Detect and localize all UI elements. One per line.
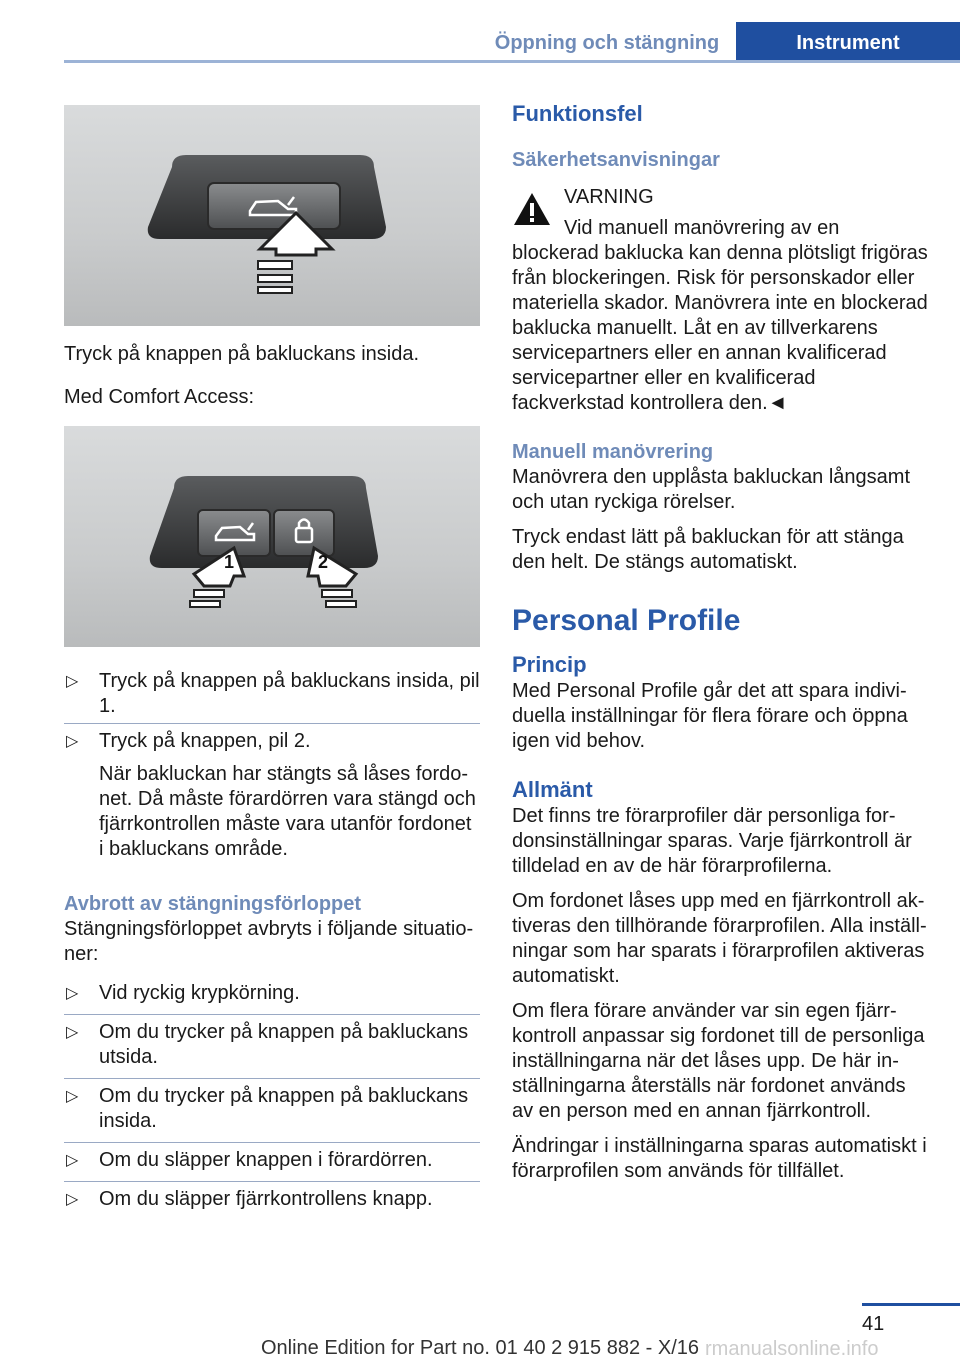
chapter-tab: Instrument [736,22,960,62]
abort-heading: Avbrott av stängningsförloppet [64,893,362,915]
comfort-access-label: Med Comfort Access: [64,386,255,408]
list-item: ▷ Om du trycker på knappen på bakluckans insida. [64,1084,480,1134]
footer-rule [862,1303,960,1306]
personal-profile-heading: Personal Profile [512,604,741,637]
funktionsfel-heading: Funktionsfel [512,101,643,126]
page-header [0,0,960,62]
manual-operation-heading: Manuell manövrering [512,441,714,463]
list-divider [64,1142,480,1143]
right-column [512,100,928,1194]
allmant-p2: Om fordonet låses upp med en fjärrkontroll aktiveras den tillhörande förarprofilen. Alla inställningar som har sparats i förarprofilen aktiveras automatiskt. [512,890,927,987]
list-item: ▷ Om du släpper fjärrkontrollens knapp. [64,1187,480,1212]
comfort-steps-list [64,669,480,862]
trunk-button-illustration [64,105,480,326]
allmant-heading: Allmänt [512,777,593,802]
watermark: rmanualsonline.info [705,1338,879,1360]
safety-heading: Säkerhetsanvisningar [512,149,720,171]
warning-title: VARNING [564,186,654,208]
princip-heading: Princip [512,652,587,677]
triangle-right-icon: ▷ [66,1152,79,1169]
triangle-right-icon: ▷ [66,1088,79,1105]
arrow-label-1: 1 [224,552,235,572]
caption-trunk-button: Tryck på knappen på bakluckans insida. [64,343,420,365]
allmant-p3: Om flera förare använder var sin egen fjärrkontroll anpassar sig fordonet till de personliga inställningarna när det låses upp. De här inställningarna återställs när fordonet används av en person med en annan fjärrkontroll. [512,1000,925,1122]
triangle-right-icon: ▷ [66,1191,79,1208]
edition-text: Online Edition for Part no. 01 40 2 915 882 - X/16 [260,1337,700,1359]
warning-block [512,185,928,210]
comfort-access-figure [64,426,480,647]
header-rule [64,60,960,63]
list-item: ▷ Om du släpper knappen i förardörren. [64,1148,480,1173]
list-item: ▷ Om du trycker på knappen på bakluckans utsida. [64,1020,480,1070]
list-item: ▷ Tryck på knappen på bakluckans insida, pil 1. [66,670,480,717]
abort-intro: Stängningsförloppet avbryts i följande situationer: [64,918,474,965]
warning-triangle-icon [512,191,552,227]
triangle-right-icon: ▷ [66,673,79,690]
triangle-right-icon: ▷ [66,985,79,1002]
section-title: Öppning och stängning [494,32,720,54]
list-divider [64,1181,480,1182]
list-item-detail: När bakluckan har stängts så låses fordonet. Då måste förardörren vara stängd och fjärrkontrollen måste vara utanför fordonet i bakluckans område. [99,763,476,860]
list-divider [64,1014,480,1015]
arrow-label-2: 2 [318,552,329,572]
list-divider [64,1078,480,1079]
list-item: ▷ Tryck på knappen, pil 2. När bakluckan har stängts så låses fordonet. Då måste förardörren vara stängd och fjärrkontrollen måste vara utanför fordonet i bakluckans område. [64,729,480,862]
princip-text: Med Personal Profile går det att spara individuella inställningar för flera förare och öppna igen vid behov. [512,680,908,752]
allmant-p1: Det finns tre förarprofiler där personliga fordonsinställningar sparas. Varje fjärrkontroll är tilldelad en av de här förarprofilerna. [512,805,912,877]
left-column [64,105,480,1220]
manual-operation-p2: Tryck endast lätt på bakluckan för att stänga den helt. De stängs automatiskt. [512,526,904,573]
triangle-right-icon: ▷ [66,1024,79,1041]
page-number: 41 [862,1313,885,1335]
warning-text: Vid manuell manövrering av en blockerad baklucka kan denna plötsligt frigöras från blockeringen. Risk för personskador eller materiella skador. Manövrera inte en blockerad baklucka manuellt. Låt en av tillverkarens servicepartners eller en annan kvalificerad servicepartner eller en kvalificerad fackverkstad kontrollera den.◄ [512,217,928,414]
abort-conditions-list [64,981,480,1212]
triangle-right-icon: ▷ [66,733,79,750]
allmant-p4: Ändringar i inställningarna sparas automatiskt i förarprofilen som används för tillfället. [512,1135,927,1182]
manual-operation-p1: Manövrera den upplåsta bakluckan långsamt och utan ryckiga rörelser. [512,466,911,513]
comfort-access-illustration [64,426,480,647]
trunk-button-figure [64,105,480,326]
list-item: ▷ Vid ryckig krypkörning. [66,982,300,1004]
list-divider [64,723,480,724]
